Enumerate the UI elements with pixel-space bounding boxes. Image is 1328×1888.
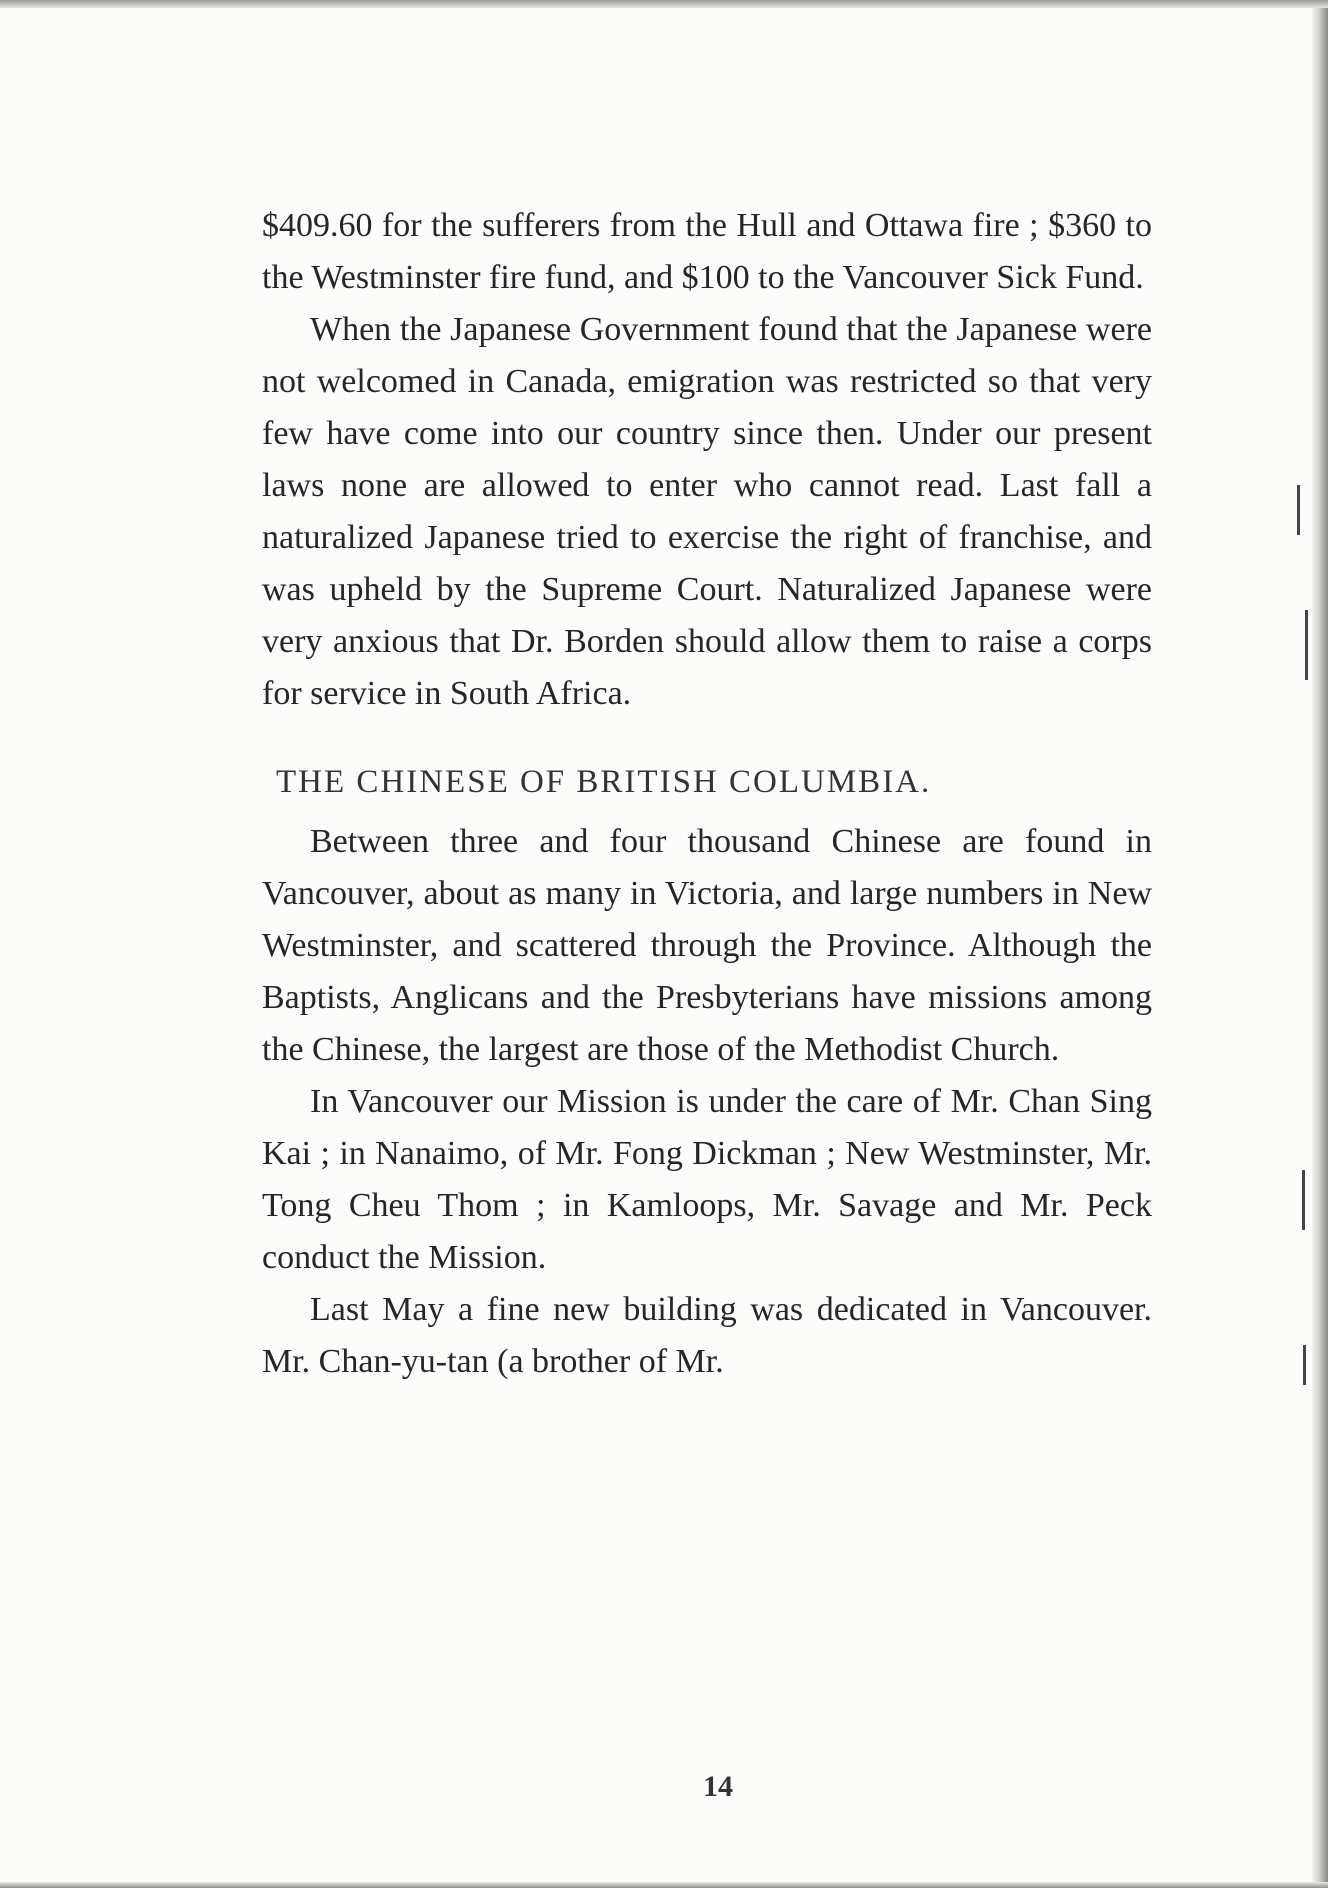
scan-speck <box>1297 485 1300 535</box>
page-right-edge <box>1312 8 1328 1888</box>
paragraph: In Vancouver our Mission is under the care of Mr. Chan Sing Kai ; in Nanaimo, of Mr. Fong Dickman ; New Westminster, Mr. Tong Cheu Thom ; in Kamloops, Mr. Savage and Mr. Peck conduct the Mission. <box>262 1083 1152 1276</box>
body-text <box>262 200 1152 1388</box>
paragraph: Between three and four thousand Chinese are found in Vancouver, about as many in Victoria, and large numbers in New Westminster, and scattered through the Province. Although the Baptists, Anglicans and the Presbyterians have missions among the Chinese, the largest are those of the Methodist Church. <box>262 823 1152 1068</box>
paragraph: Last May a fine new building was dedicated in Vancouver. Mr. Chan-yu-tan (a brother of Mr. <box>262 1291 1152 1380</box>
section-heading: THE CHINESE OF BRITISH COLUMBIA. <box>276 764 932 800</box>
paragraph: $409.60 for the sufferers from the Hull and Ottawa fire ; $360 to the Westminster fire fund, and $100 to the Vancouver Sick Fund. <box>262 207 1152 296</box>
scan-speck <box>1305 610 1308 680</box>
paragraph: When the Japanese Government found that the Japanese were not welcomed in Canada, emigration was restricted so that very few have come into our country since then. Under our present laws none are allowed to enter who cannot read. Last fall a naturalized Japanese tried to exercise the right of franchise, and was upheld by the Supreme Court. Naturalized Japanese were very anxious that Dr. Borden should allow them to raise a corps for service in South Africa. <box>262 311 1152 712</box>
scan-speck <box>1303 1345 1306 1385</box>
page-top-edge <box>0 0 1328 8</box>
scan-speck <box>1302 1170 1305 1230</box>
page-bottom-edge <box>0 1882 1328 1888</box>
page-number: 14 <box>703 1770 733 1803</box>
